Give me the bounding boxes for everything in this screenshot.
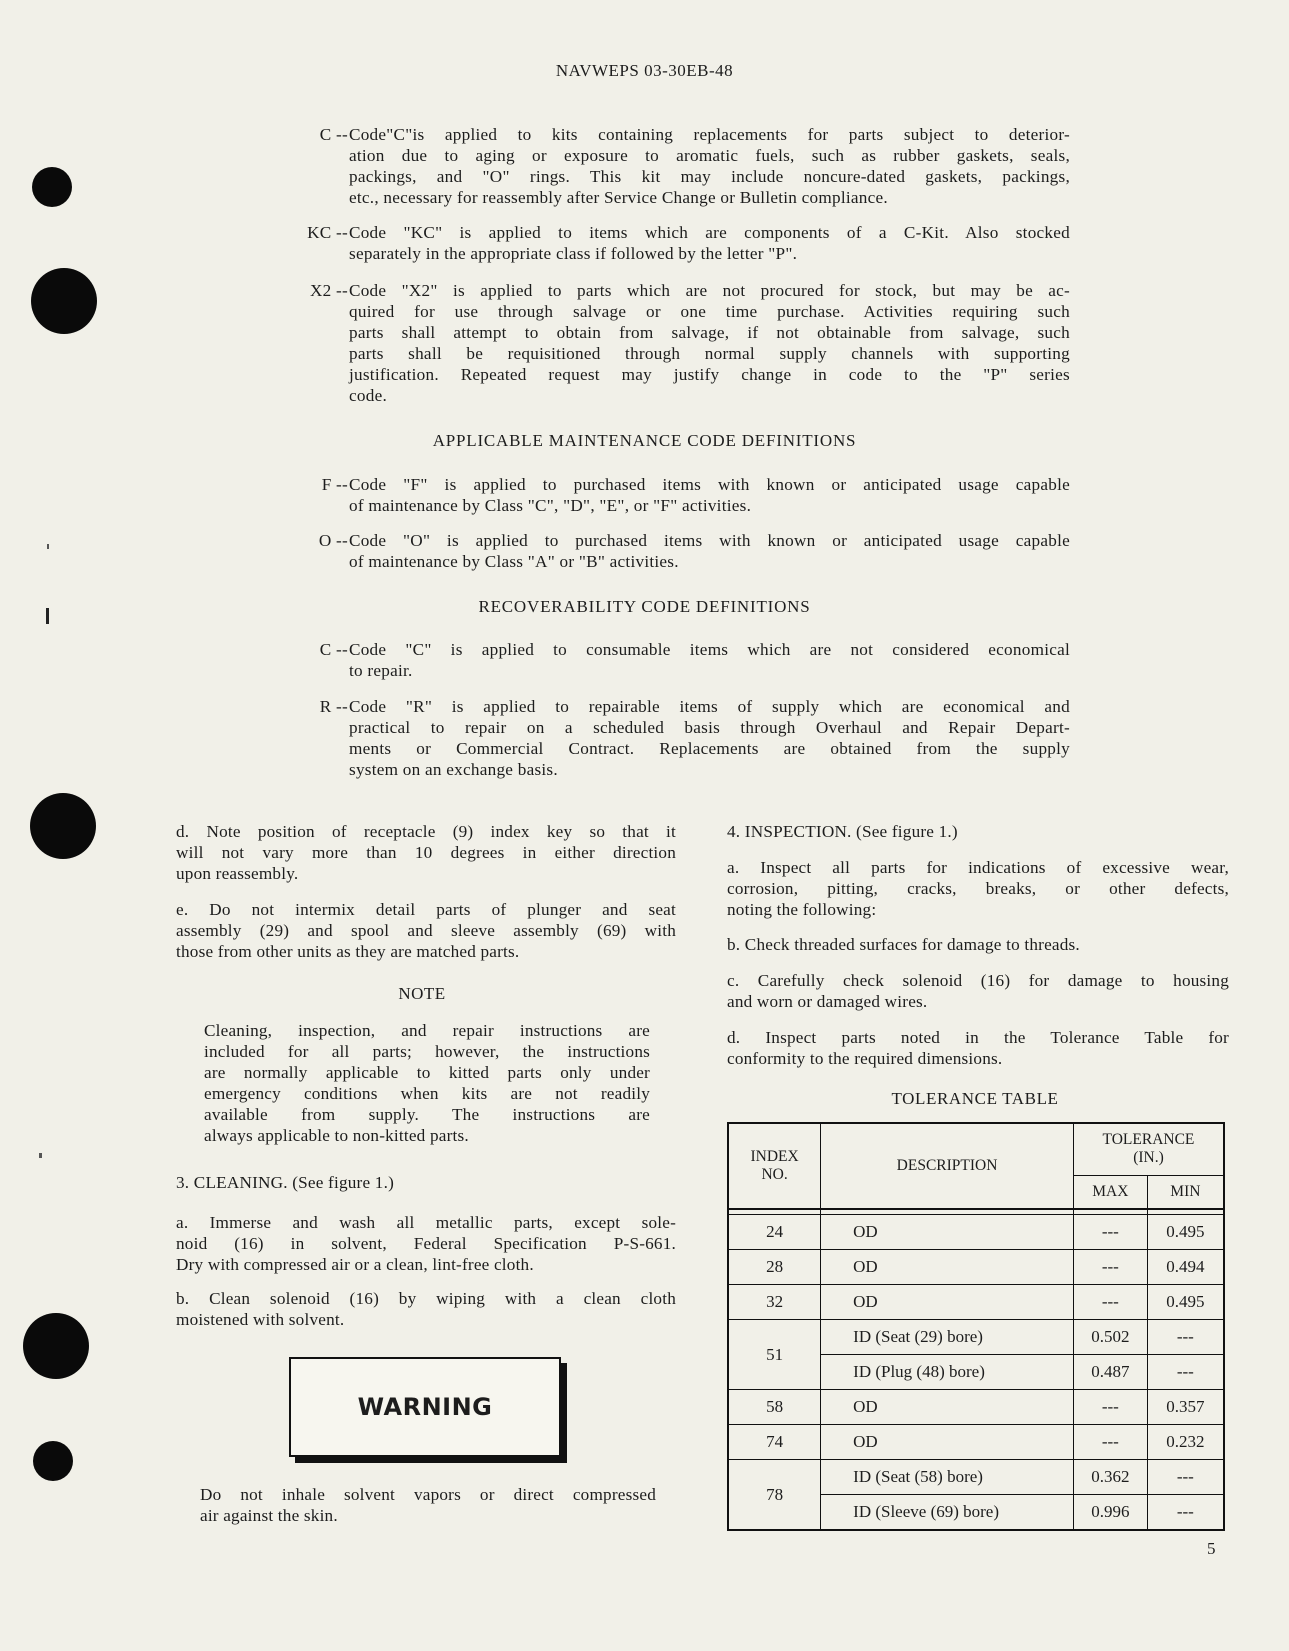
min-cell: 0.495 <box>1147 1285 1224 1320</box>
binder-hole <box>31 268 97 334</box>
table-row <box>728 1250 1224 1285</box>
max-cell: 0.996 <box>1073 1495 1147 1531</box>
min-cell: --- <box>1147 1495 1224 1531</box>
table-row <box>728 1460 1224 1495</box>
warning-label: WARNING <box>357 1393 493 1421</box>
code-text-line: Code "X2" is applied to parts which are not procured for stock, but may be ac- <box>349 281 1070 300</box>
note-heading: NOTE <box>398 984 446 1003</box>
code-text-line: separately in the appropriate class if followed by the letter "P". <box>349 244 798 263</box>
cleaning-step-a <box>176 1212 676 1275</box>
section-title: 4. INSPECTION. (See figure 1.) <box>727 822 958 841</box>
text-line: upon reassembly. <box>176 864 299 883</box>
inspection-step-d <box>727 1027 1229 1069</box>
max-cell: 0.502 <box>1073 1320 1147 1355</box>
warning-text <box>200 1484 656 1526</box>
code-label: R -- <box>319 697 348 716</box>
index-cell: 51 <box>728 1320 821 1390</box>
text-line: moistened with solvent. <box>176 1310 345 1329</box>
code-label: KC -- <box>307 223 348 242</box>
description-header: DESCRIPTION <box>821 1123 1074 1209</box>
tolerance-table-title: TOLERANCE TABLE <box>891 1089 1059 1108</box>
text-line: air against the skin. <box>200 1506 338 1525</box>
code-text-line: code. <box>349 386 387 405</box>
max-cell: --- <box>1073 1390 1147 1425</box>
index-cell: 58 <box>728 1390 821 1425</box>
text-line: Do not inhale solvent vapors or direct compressed <box>200 1485 656 1504</box>
table-row <box>728 1320 1224 1355</box>
supply-code-x2 <box>280 280 1070 406</box>
text-line: included for all parts; however, the instructions <box>204 1042 650 1061</box>
code-text-line: quired for use through salvage or one time purchase. Activities requiring such <box>349 302 1070 321</box>
tolerance-header <box>1073 1123 1224 1175</box>
index-cell: 74 <box>728 1425 821 1460</box>
description-cell: OD <box>821 1215 1074 1250</box>
text-line: d. Note position of receptacle (9) index key so that it <box>176 822 676 841</box>
binder-hole <box>30 793 96 859</box>
code-text-line: of maintenance by Class "C", "D", "E", or "F" activities. <box>349 496 752 515</box>
code-text-line: Code "R" is applied to repairable items of supply which are economical and <box>349 697 1070 716</box>
text-line: those from other units as they are matched parts. <box>176 942 520 961</box>
index-header <box>728 1123 821 1209</box>
description-cell: ID (Sleeve (69) bore) <box>821 1495 1074 1531</box>
supply-code-c <box>280 124 1070 208</box>
text-line: assembly (29) and spool and sleeve assembly (69) with <box>176 921 676 940</box>
page-number: 5 <box>1207 1539 1216 1558</box>
recoverability-heading: RECOVERABILITY CODE DEFINITIONS <box>478 597 811 616</box>
description-cell: ID (Seat (58) bore) <box>821 1460 1074 1495</box>
text-line: available from supply. The instructions are <box>204 1105 650 1124</box>
code-text-line: Code "F" is applied to purchased items with known or anticipated usage capable <box>349 475 1070 494</box>
header-text: (IN.) <box>1133 1149 1164 1167</box>
min-cell: 0.495 <box>1147 1215 1224 1250</box>
code-text-line: ments or Commercial Contract. Replacements are obtained from the supply <box>349 739 1070 758</box>
code-text-line: practical to repair on a scheduled basis through Overhaul and Repair Depart- <box>349 718 1070 737</box>
warning-box <box>289 1357 561 1457</box>
inspection-heading <box>727 821 1227 842</box>
inspection-step-a <box>727 857 1229 920</box>
binder-hole <box>33 1441 73 1481</box>
code-text-line: packings, and "O" rings. This kit may include noncure-dated gaskets, packings, <box>349 167 1070 186</box>
min-cell: 0.357 <box>1147 1390 1224 1425</box>
code-text-line: Code"C"is applied to kits containing replacements for parts subject to deterior- <box>349 125 1070 144</box>
code-text-line: justification. Repeated request may justify change in code to the "P" series <box>349 365 1070 384</box>
index-cell: 32 <box>728 1285 821 1320</box>
maintenance-code-f <box>280 474 1070 516</box>
text-line: a. Immerse and wash all metallic parts, except sole- <box>176 1213 676 1232</box>
binder-hole <box>23 1313 89 1379</box>
inspection-step-c <box>727 970 1229 1012</box>
text-line: b. Check threaded surfaces for damage to threads. <box>727 935 1080 954</box>
max-cell: --- <box>1073 1285 1147 1320</box>
code-text-line: Code "O" is applied to purchased items with known or anticipated usage capable <box>349 531 1070 550</box>
code-text-line: Code "KC" is applied to items which are components of a C-Kit. Also stocked <box>349 223 1070 242</box>
text-line: Cleaning, inspection, and repair instructions are <box>204 1021 650 1040</box>
code-text-line: Code "C" is applied to consumable items which are not considered economical <box>349 640 1070 659</box>
recoverability-code-c <box>280 639 1070 681</box>
description-cell: ID (Plug (48) bore) <box>821 1355 1074 1390</box>
cleaning-heading <box>176 1172 676 1193</box>
text-line: corrosion, pitting, cracks, breaks, or other defects, <box>727 879 1229 898</box>
code-text-line: to repair. <box>349 661 413 680</box>
min-cell: --- <box>1147 1355 1224 1390</box>
max-cell: 0.362 <box>1073 1460 1147 1495</box>
table-row <box>728 1285 1224 1320</box>
description-cell: OD <box>821 1390 1074 1425</box>
index-cell: 24 <box>728 1215 821 1250</box>
document-number: NAVWEPS 03-30EB-48 <box>555 61 734 80</box>
note-body <box>204 1020 650 1146</box>
text-line: a. Inspect all parts for indications of excessive wear, <box>727 858 1229 877</box>
table-row <box>728 1215 1224 1250</box>
text-line: noting the following: <box>727 900 877 919</box>
max-cell: --- <box>1073 1250 1147 1285</box>
text-line: conformity to the required dimensions. <box>727 1049 1003 1068</box>
min-cell: 0.232 <box>1147 1425 1224 1460</box>
paragraph-d <box>176 821 676 884</box>
cleaning-step-b <box>176 1288 676 1330</box>
code-text-line: parts shall attempt to obtain from salvage, if not obtainable from salvage, such <box>349 323 1070 342</box>
text-line: c. Carefully check solenoid (16) for damage to housing <box>727 971 1229 990</box>
text-line: always applicable to non-kitted parts. <box>204 1126 469 1145</box>
description-cell: OD <box>821 1425 1074 1460</box>
text-line: noid (16) in solvent, Federal Specification P-S-661. <box>176 1234 676 1253</box>
text-line: b. Clean solenoid (16) by wiping with a clean cloth <box>176 1289 676 1308</box>
max-header: MAX <box>1073 1175 1147 1209</box>
maintenance-code-o <box>280 530 1070 572</box>
header-text: NO. <box>761 1166 788 1183</box>
description-cell: OD <box>821 1285 1074 1320</box>
min-header: MIN <box>1147 1175 1224 1209</box>
description-cell: OD <box>821 1250 1074 1285</box>
min-cell: 0.494 <box>1147 1250 1224 1285</box>
header-text: TOLERANCE <box>1102 1131 1195 1149</box>
table-row <box>728 1425 1224 1460</box>
text-line: are normally applicable to kitted parts only under <box>204 1063 650 1082</box>
table-row <box>728 1390 1224 1425</box>
text-line: Dry with compressed air or a clean, lint-free cloth. <box>176 1255 534 1274</box>
code-text-line: parts shall be requisitioned through normal supply channels with supporting <box>349 344 1070 363</box>
text-line: will not vary more than 10 degrees in either direction <box>176 843 676 862</box>
text-line: e. Do not intermix detail parts of plunger and seat <box>176 900 676 919</box>
paragraph-e <box>176 899 676 962</box>
inspection-step-b <box>727 934 1229 955</box>
code-text-line: system on an exchange basis. <box>349 760 558 779</box>
code-label: F -- <box>321 475 348 494</box>
code-text-line: of maintenance by Class "A" or "B" activities. <box>349 552 679 571</box>
code-label: X2 -- <box>309 281 348 300</box>
binder-hole <box>32 167 72 207</box>
code-text-line: etc., necessary for reassembly after Service Change or Bulletin compliance. <box>349 188 888 207</box>
index-cell: 78 <box>728 1460 821 1531</box>
recoverability-code-r <box>280 696 1070 780</box>
max-cell: --- <box>1073 1425 1147 1460</box>
code-text-line: ation due to aging or exposure to aromatic fuels, such as rubber gaskets, seals, <box>349 146 1070 165</box>
description-cell: ID (Seat (29) bore) <box>821 1320 1074 1355</box>
supply-code-kc <box>280 222 1070 264</box>
text-line: d. Inspect parts noted in the Tolerance Table for <box>727 1028 1229 1047</box>
max-cell: 0.487 <box>1073 1355 1147 1390</box>
scan-speck <box>39 1153 42 1158</box>
min-cell: --- <box>1147 1460 1224 1495</box>
maintenance-heading: APPLICABLE MAINTENANCE CODE DEFINITIONS <box>432 431 857 450</box>
code-label: C -- <box>319 640 348 659</box>
max-cell: --- <box>1073 1215 1147 1250</box>
code-label: C -- <box>319 125 348 144</box>
code-label: O -- <box>318 531 348 550</box>
index-cell: 28 <box>728 1250 821 1285</box>
scan-speck <box>47 544 49 549</box>
section-title: 3. CLEANING. (See figure 1.) <box>176 1173 395 1192</box>
header-text: INDEX <box>750 1148 799 1165</box>
min-cell: --- <box>1147 1320 1224 1355</box>
text-line: and worn or damaged wires. <box>727 992 928 1011</box>
text-line: emergency conditions when kits are not readily <box>204 1084 650 1103</box>
tolerance-table <box>727 1122 1225 1531</box>
